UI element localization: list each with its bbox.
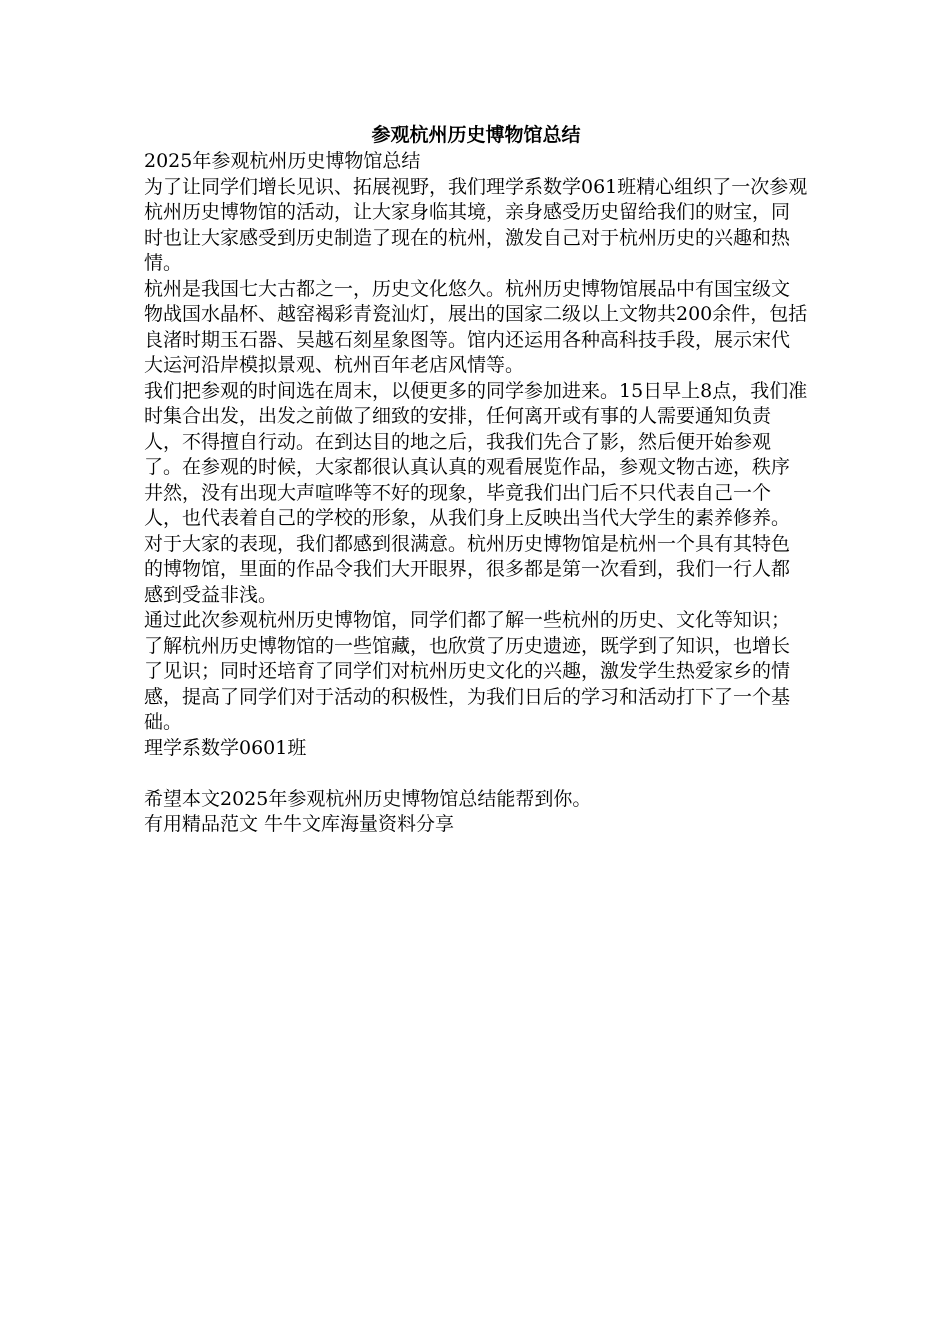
document-title: 参观杭州历史博物馆总结 <box>371 124 581 146</box>
document-subtitle: 2025年参观杭州历史博物馆总结 <box>144 150 421 172</box>
footer-note: 有用精品范文 牛牛文库海量资料分享 <box>144 813 455 835</box>
blank-line <box>144 761 808 787</box>
paragraph-visit-details: 我们把参观的时间选在周末，以便更多的同学参加进来。15日早上8点，我们准时集合出发，出发之前做了细致的安排，任何离开或有事的人需要通知负责人，不得擅自行动。在到达目的地之后，我我们先合了影，然后便开始参观了。在参观的时候，大家都很认真认真的观看展览作品，参观文物古迹，秩序井然，没有出现大声喧哗等不好的现象，毕竟我们出门后不只代表自己一个人，也代表着自己的学校的形象，从我们身上反映出当代大学生的素养修养。对于大家的表现，我们都感到很满意。杭州历史博物馆是杭州一个具有其特色的博物馆，里面的作品令我们大开眼界，很多都是第一次看到，我们一行人都感到受益非浅。 <box>144 379 808 606</box>
document-body <box>144 121 808 838</box>
paragraph-conclusion: 通过此次参观杭州历史博物馆，同学们都了解一些杭州的历史、文化等知识；了解杭州历史博物馆的一些馆藏，也欣赏了历史遗迹，既学到了知识，也增长了见识；同时还培育了同学们对杭州历史文化的兴趣，激发学生热爱家乡的情感，提高了同学们对于活动的积极性，为我们日后的学习和活动打下了一个基础。 <box>144 609 791 733</box>
signature: 理学系数学0601班 <box>144 736 307 759</box>
paragraph-intro: 为了让同学们增长见识、拓展视野，我们理学系数学061班精心组织了一次参观杭州历史博物馆的活动，让大家身临其境，亲身感受历史留给我们的财宝，同时也让大家感受到历史制造了现在的杭州，激发自己对于杭州历史的兴趣和热情。 <box>144 175 808 274</box>
closing-note: 希望本文2025年参观杭州历史博物馆总结能帮到你。 <box>144 787 592 810</box>
paragraph-museum-overview: 杭州是我国七大古都之一，历史文化悠久。杭州历史博物馆展品中有国宝级文物战国水晶杯、越窑褐彩青瓷汕灯，展出的国家二级以上文物共200余件，包括良渚时期玉石器、吴越石刻星象图等。馆内还运用各种高科技手段，展示宋代大运河沿岸模拟景观、杭州百年老店风情等。 <box>144 277 808 376</box>
